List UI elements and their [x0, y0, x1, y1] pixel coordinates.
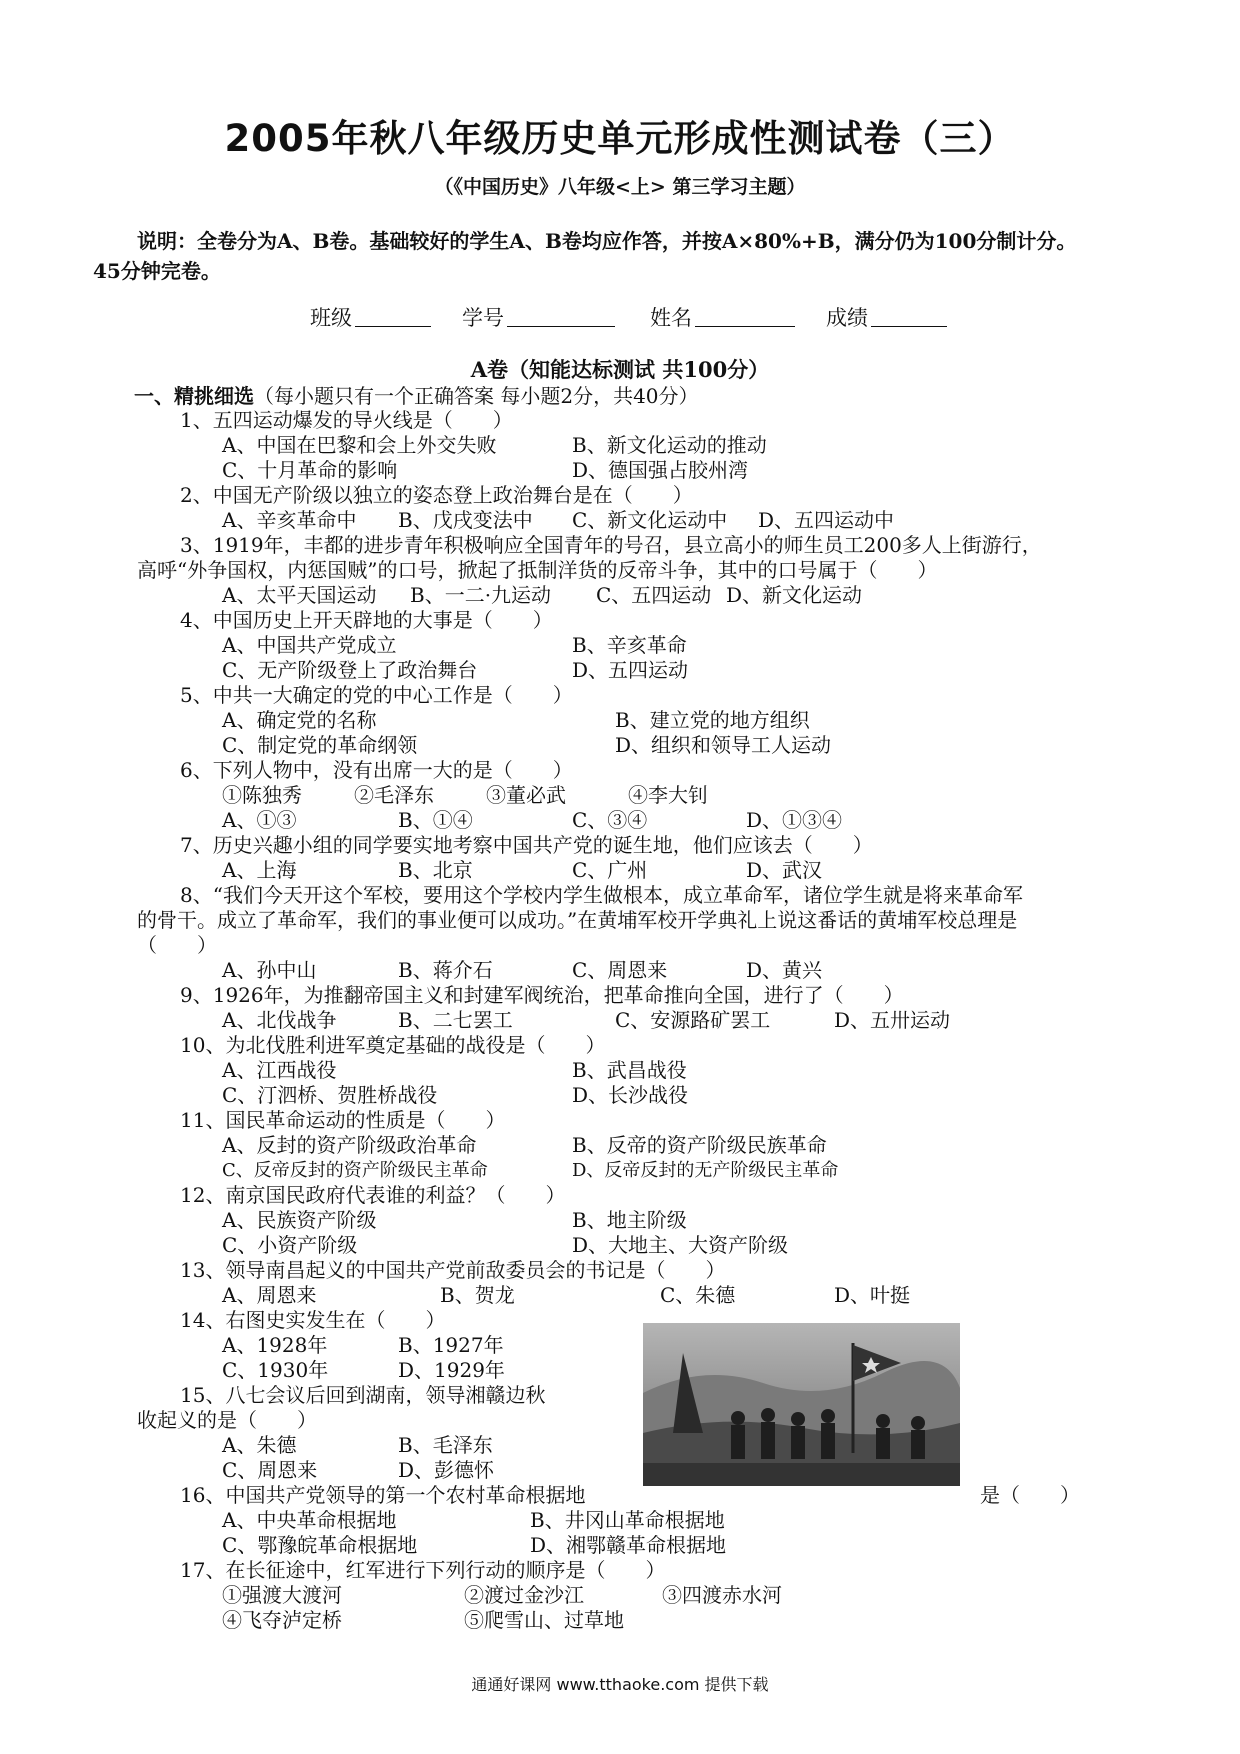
question-17: 17、在长征途中，红军进行下列行动的顺序是（ ） — [180, 1558, 666, 1582]
q16-option-c: C、鄂豫皖革命根据地 — [222, 1533, 418, 1557]
q9-option-a: A、北伐战争 — [222, 1008, 337, 1032]
score-label: 成绩 — [826, 306, 868, 330]
q3-option-b: B、一二·九运动 — [410, 583, 552, 607]
q13-option-a: A、周恩来 — [222, 1283, 317, 1307]
q13-option-b: B、贺龙 — [440, 1283, 515, 1307]
exam-instructions: 说明：全卷分为A、B卷。基础较好的学生A、B卷均应作答，并按A×80%+B，满分仍为100分制计分。45分钟完卷。 — [93, 229, 1077, 283]
question-9: 9、1926年，为推翻帝国主义和封建军阀统治，把革命推向全国，进行了（ ） — [180, 983, 904, 1007]
question-14: 14、右图史实发生在（ ） — [180, 1308, 446, 1332]
q10-option-a: A、江西战役 — [222, 1058, 337, 1082]
q6-person-4: ④李大钊 — [628, 783, 708, 807]
q9-option-c: C、安源路矿罢工 — [615, 1008, 771, 1032]
question-3-line2: 高呼“外争国权，内惩国贼”的口号，掀起了抵制洋货的反帝斗争，其中的口号属于（ ） — [137, 558, 938, 582]
question-10: 10、为北伐胜利进军奠定基础的战役是（ ） — [180, 1033, 606, 1057]
q9-option-b: B、二七罢工 — [398, 1008, 513, 1032]
q16-option-b: B、井冈山革命根据地 — [530, 1508, 725, 1532]
q1-option-c: C、十月革命的影响 — [222, 458, 398, 482]
q1-option-b: B、新文化运动的推动 — [572, 433, 767, 457]
question-3-line1: 3、1919年，丰都的进步青年积极响应全国青年的号召，县立高小的师生员工200多人上街游行， — [180, 533, 1042, 557]
q4-option-c: C、无产阶级登上了政治舞台 — [222, 658, 478, 682]
class-label: 班级 — [310, 306, 352, 330]
part1-heading — [134, 380, 699, 409]
question-16-end: 是（ ） — [980, 1483, 1080, 1507]
q11-option-a: A、反封的资产阶级政治革命 — [222, 1133, 477, 1157]
question-7: 7、历史兴趣小组的同学要实地考察中国共产党的诞生地，他们应该去（ ） — [180, 833, 873, 857]
q17-action-3: ③四渡赤水河 — [662, 1583, 782, 1607]
page-footer: 通通好课网 www.tthaoke.com 提供下载 — [471, 1675, 769, 1694]
q3-option-a: A、太平天国运动 — [222, 583, 377, 607]
q2-option-a: A、辛亥革命中 — [222, 508, 357, 532]
q7-option-b: B、北京 — [398, 858, 473, 882]
q10-option-d: D、长沙战役 — [572, 1083, 689, 1107]
q4-option-d: D、五四运动 — [572, 658, 689, 682]
q8-option-a: A、孙中山 — [222, 958, 317, 982]
q7-option-d: D、武汉 — [746, 858, 823, 882]
class-blank[interactable] — [355, 326, 431, 327]
part1-title: 一、精挑细选 — [134, 384, 254, 408]
question-4: 4、中国历史上开天辟地的大事是（ ） — [180, 608, 553, 632]
question-1: 1、五四运动爆发的导火线是（ ） — [180, 408, 513, 432]
q15-option-d: D、彭德怀 — [398, 1458, 495, 1482]
question-8-line3: （ ） — [137, 933, 217, 957]
q12-option-d: D、大地主、大资产阶级 — [572, 1233, 789, 1257]
q10-option-c: C、汀泗桥、贺胜桥战役 — [222, 1083, 438, 1107]
q13-option-d: D、叶挺 — [834, 1283, 911, 1307]
section-a-heading: A卷（知能达标测试 共100分） — [470, 357, 770, 382]
question-12: 12、南京国民政府代表谁的利益？（ ） — [180, 1183, 566, 1207]
part1-instruction: （每小题只有一个正确答案 每小题2分，共40分） — [254, 384, 699, 408]
q2-option-d: D、五四运动中 — [758, 508, 895, 532]
q9-option-d: D、五卅运动 — [834, 1008, 951, 1032]
question-6: 6、下列人物中，没有出席一大的是（ ） — [180, 758, 573, 782]
q14-option-c: C、1930年 — [222, 1358, 329, 1382]
q5-option-c: C、制定党的革命纲领 — [222, 733, 418, 757]
question-15-line2: 收起义的是（ ） — [137, 1408, 317, 1432]
q7-option-a: A、上海 — [222, 858, 297, 882]
q3-option-d: D、新文化运动 — [726, 583, 863, 607]
exam-title: 2005年秋八年级历史单元形成性测试卷（三） — [224, 117, 1016, 160]
question-2: 2、中国无产阶级以独立的姿态登上政治舞台是在（ ） — [180, 483, 693, 507]
q15-option-a: A、朱德 — [222, 1433, 297, 1457]
q11-option-d: D、反帝反封的无产阶级民主革命 — [572, 1160, 839, 1181]
q11-option-b: B、反帝的资产阶级民族革命 — [572, 1133, 827, 1157]
question-5: 5、中共一大确定的党的中心工作是（ ） — [180, 683, 573, 707]
name-label: 姓名 — [650, 306, 692, 330]
q6-person-1: ①陈独秀 — [222, 783, 302, 807]
name-blank[interactable] — [695, 326, 795, 327]
score-blank[interactable] — [871, 326, 947, 327]
q6-person-2: ②毛泽东 — [354, 783, 434, 807]
q11-option-c: C、反帝反封的资产阶级民主革命 — [222, 1160, 488, 1181]
q8-option-d: D、黄兴 — [746, 958, 823, 982]
student-id-blank[interactable] — [507, 326, 615, 327]
question-8-line1: 8、“我们今天开这个军校，要用这个学校内学生做根本，成立革命军，诸位学生就是将来革命军 — [180, 883, 1023, 907]
q3-option-c: C、五四运动 — [596, 583, 712, 607]
q5-option-b: B、建立党的地方组织 — [615, 708, 810, 732]
question-16: 16、中国共产党领导的第一个农村革命根据地 — [180, 1483, 586, 1507]
q2-option-c: C、新文化运动中 — [572, 508, 728, 532]
q16-option-d: D、湘鄂赣革命根据地 — [530, 1533, 727, 1557]
q13-option-c: C、朱德 — [660, 1283, 736, 1307]
q14-option-a: A、1928年 — [222, 1333, 328, 1357]
q7-option-c: C、广州 — [572, 858, 648, 882]
q1-option-a: A、中国在巴黎和会上外交失败 — [222, 433, 497, 457]
q14-option-b: B、1927年 — [398, 1333, 504, 1357]
q14-option-d: D、1929年 — [398, 1358, 505, 1382]
question-15-line1: 15、八七会议后回到湖南，领导湘赣边秋 — [180, 1383, 546, 1407]
q15-option-b: B、毛泽东 — [398, 1433, 493, 1457]
q16-option-a: A、中央革命根据地 — [222, 1508, 397, 1532]
photo-illustration — [643, 1323, 960, 1486]
question-8-line2: 的骨干。成立了革命军，我们的事业便可以成功。”在黄埔军校开学典礼上说这番话的黄埔军校总理是 — [137, 908, 1018, 932]
student-info-row — [0, 302, 1240, 332]
q8-option-c: C、周恩来 — [572, 958, 668, 982]
q1-option-d: D、德国强占胶州湾 — [572, 458, 749, 482]
q12-option-a: A、民族资产阶级 — [222, 1208, 377, 1232]
exam-subtitle: （《中国历史》八年级<上> 第三学习主题） — [434, 176, 806, 198]
q4-option-a: A、中国共产党成立 — [222, 633, 397, 657]
q6-option-c: C、③④ — [572, 808, 648, 832]
q4-option-b: B、辛亥革命 — [572, 633, 687, 657]
q2-option-b: B、戊戌变法中 — [398, 508, 533, 532]
q17-action-2: ②渡过金沙江 — [464, 1583, 584, 1607]
q17-action-4: ④飞夺泸定桥 — [222, 1608, 342, 1632]
q17-action-1: ①强渡大渡河 — [222, 1583, 342, 1607]
q6-person-3: ③董必武 — [486, 783, 566, 807]
q8-option-b: B、蒋介石 — [398, 958, 493, 982]
question-13: 13、领导南昌起义的中国共产党前敌委员会的书记是（ ） — [180, 1258, 726, 1282]
q6-option-b: B、①④ — [398, 808, 473, 832]
q6-option-d: D、①③④ — [746, 808, 843, 832]
q5-option-a: A、确定党的名称 — [222, 708, 377, 732]
q5-option-d: D、组织和领导工人运动 — [615, 733, 832, 757]
q15-option-c: C、周恩来 — [222, 1458, 318, 1482]
q6-option-a: A、①③ — [222, 808, 297, 832]
question-11: 11、国民革命运动的性质是（ ） — [180, 1108, 506, 1132]
q12-option-c: C、小资产阶级 — [222, 1233, 358, 1257]
historical-photo — [643, 1323, 960, 1486]
q17-action-5: ⑤爬雪山、过草地 — [464, 1608, 624, 1632]
q12-option-b: B、地主阶级 — [572, 1208, 687, 1232]
student-id-label: 学号 — [462, 306, 504, 330]
q10-option-b: B、武昌战役 — [572, 1058, 687, 1082]
